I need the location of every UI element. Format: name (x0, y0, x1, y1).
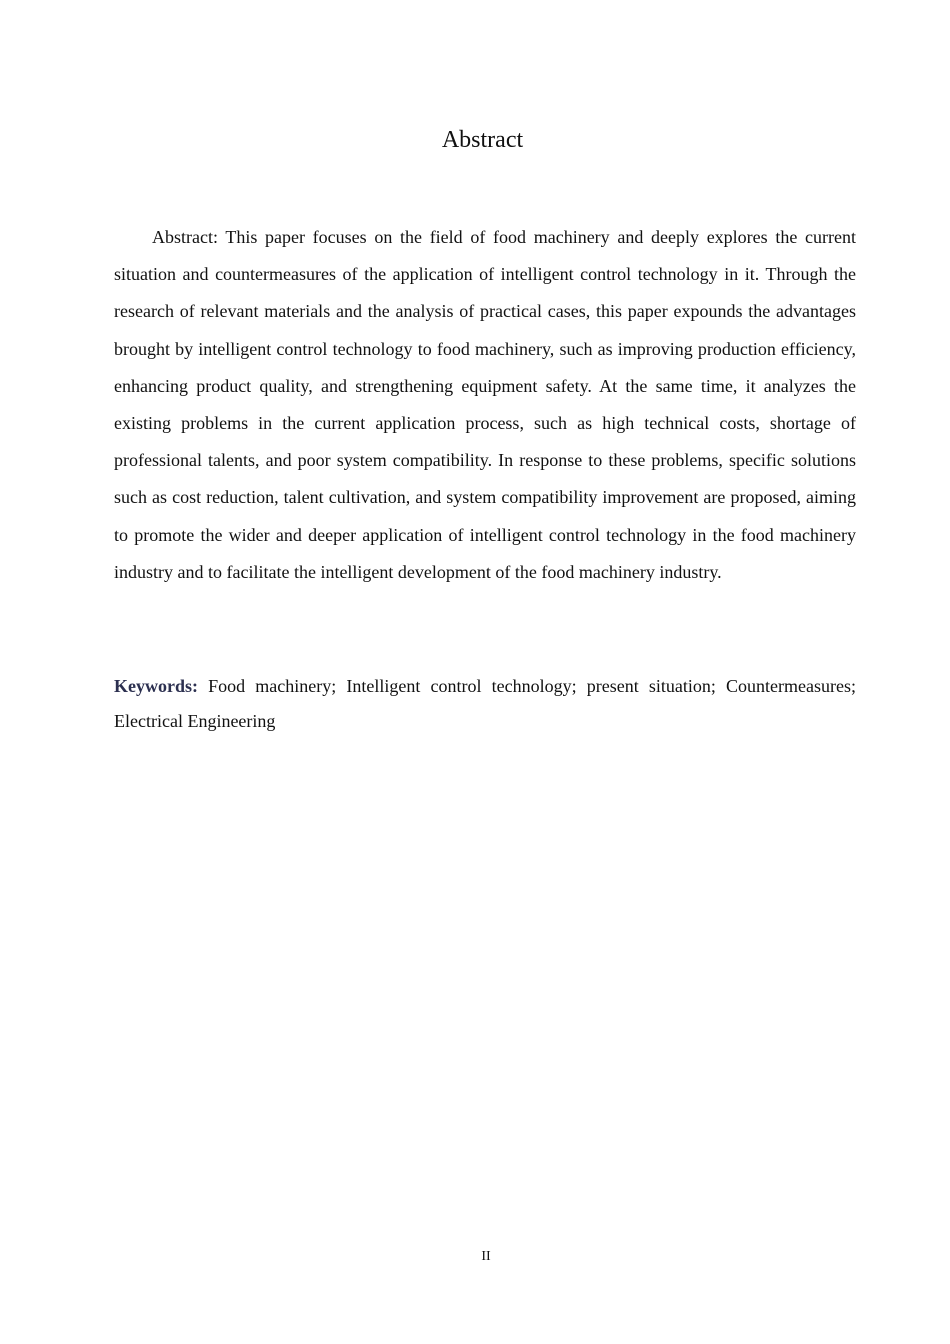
keywords-line (114, 669, 856, 739)
keywords-label: Keywords: (114, 676, 198, 696)
page-title: Abstract (441, 127, 524, 153)
keywords-text: Food machinery; Intelligent control technology; present situation; Countermeasures; Electrical Engineering (114, 676, 856, 731)
abstract-paragraph: Abstract: This paper focuses on the field of food machinery and deeply explores the current situation and countermeasures of the application of intelligent control technology in it. Through the research of relevant materials and the analysis of practical cases, this paper expounds the advantages brought by intelligent control technology to food machinery, such as improving production efficiency, enhancing product quality, and strengthening equipment safety. At the same time, it analyzes the existing problems in the current application process, such as high technical costs, shortage of professional talents, and poor system compatibility. In response to these problems, specific solutions such as cost reduction, talent cultivation, and system compatibility improvement are proposed, aiming to promote the wider and deeper application of intelligent control technology in the food machinery industry and to facilitate the intelligent development of the food machinery industry. (114, 227, 856, 582)
page-number: II (481, 1249, 491, 1264)
